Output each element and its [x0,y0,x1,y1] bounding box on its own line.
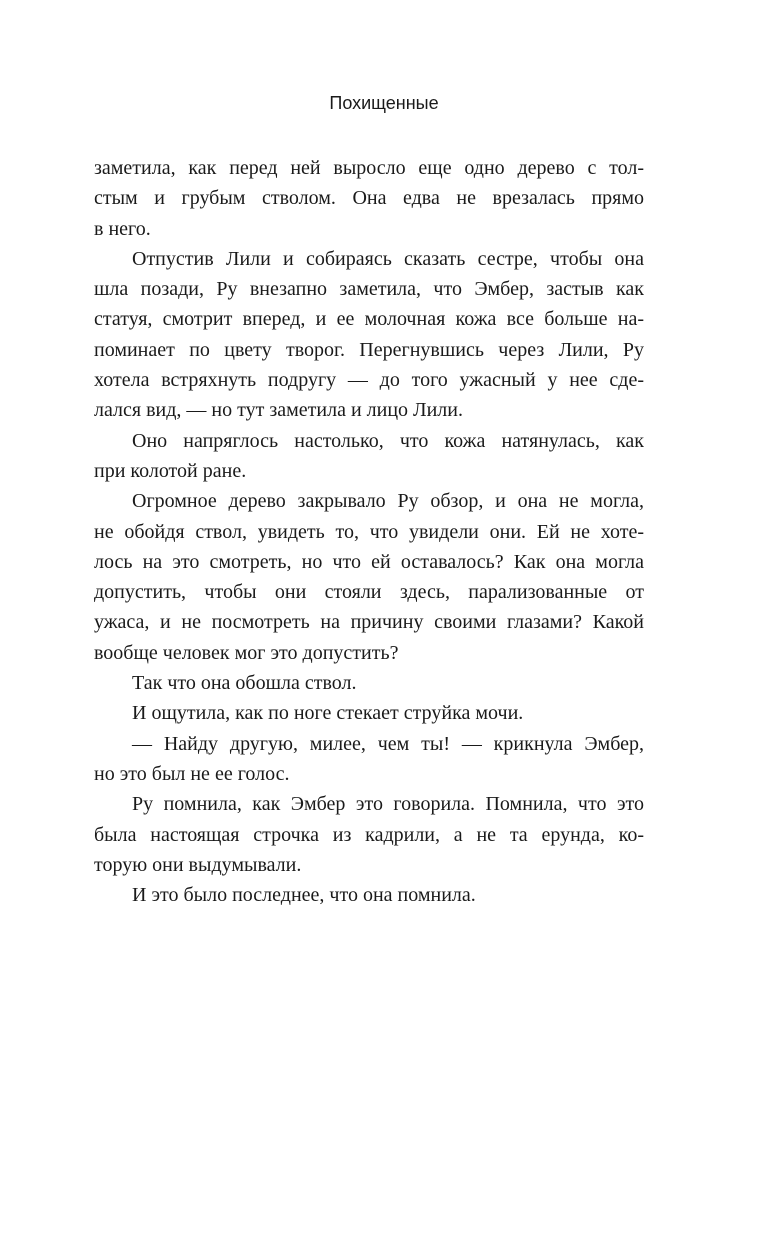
text-line: — Найду другую, милее, чем ты! — крикнула Эмбер, [132,732,644,755]
text-line: вообще человек мог это допустить? [94,641,399,664]
text-line: шла позади, Ру внезапно заметила, что Эмбер, застыв как [94,278,644,301]
text-line: была настоящая строчка из кадрили, а не та ерунда, ко- [94,823,644,846]
text-line: хотела встряхнуть подругу — до того ужасный у нее сде- [94,369,644,392]
text-line: лось на это смотреть, но что ей оставалось? Как она могла [94,550,644,573]
text-line: Отпустив Лили и собираясь сказать сестре, чтобы она [132,247,644,270]
body-text [94,153,644,910]
text-line: Так что она обошла ствол. [132,672,357,695]
text-line: торую они выдумывали. [94,853,302,876]
running-head-title: Похищенные [329,93,439,113]
text-line: поминает по цвету творог. Перегнувшись через Лили, Ру [94,338,644,361]
text-line: стым и грубым стволом. Она едва не врезалась прямо [94,187,644,210]
text-line: заметила, как перед ней выросло еще одно дерево с тол- [94,157,644,179]
text-line: И ощутила, как по ноге стекает струйка мочи. [132,702,524,725]
text-line: Огромное дерево закрывало Ру обзор, и она не могла, [132,490,644,513]
text-line: лался вид, — но тут заметила и лицо Лили. [94,399,463,422]
text-line: не обойдя ствол, увидеть то, что увидели они. Ей не хоте- [94,520,644,543]
text-line: статуя, смотрит вперед, и ее молочная кожа все больше на- [94,308,644,331]
text-line: при колотой ране. [94,459,247,482]
text-line: Оно напряглось настолько, что кожа натянулась, как [132,429,644,452]
text-line: в него. [94,217,151,240]
text-line: Ру помнила, как Эмбер это говорила. Помнила, что это [132,793,644,816]
text-line: ужаса, и не посмотреть на причину своими глазами? Какой [94,611,644,634]
text-line: но это был не ее голос. [94,762,290,785]
text-line: допустить, чтобы они стояли здесь, парализованные от [94,581,644,604]
text-line: И это было последнее, что она помнила. [132,884,476,907]
